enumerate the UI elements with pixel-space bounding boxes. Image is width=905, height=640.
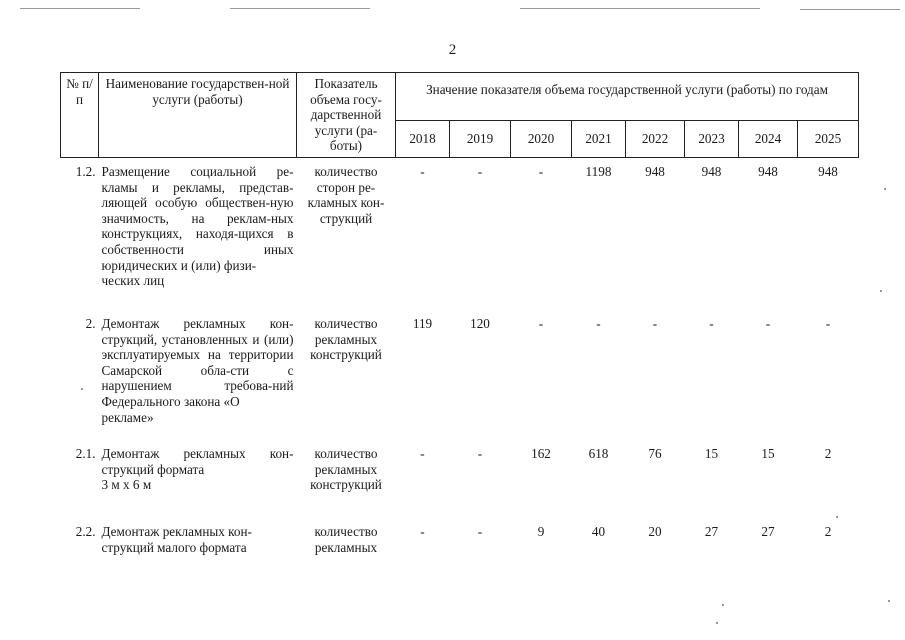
row-value: 1198 [585, 163, 612, 179]
header-year: 2020 [511, 120, 572, 157]
row-name [99, 304, 297, 434]
row-num: 2.2. [75, 523, 96, 539]
row-value: - [477, 163, 483, 179]
row-num: 2.1. [75, 445, 96, 461]
row-name [99, 514, 297, 555]
row-value: 162 [531, 445, 551, 461]
row-name-text: Демонтаж рекламных кон- [101, 523, 252, 539]
header-year: 2022 [626, 120, 685, 157]
header-values-group: Значение показателя объема государственной услуги (работы) по годам [396, 73, 859, 121]
row-indicator: количество рекламных конструкций [310, 315, 382, 363]
row-value: - [596, 315, 601, 331]
scan-edge-line [800, 9, 900, 10]
scan-edge-line [20, 8, 140, 9]
row-value: - [477, 445, 483, 461]
row-num: 2. [85, 315, 96, 331]
row-value: 120 [470, 315, 490, 331]
table-header [61, 73, 859, 158]
row-name-last-line: ческих лиц [101, 273, 165, 289]
scan-speck [836, 516, 838, 518]
row-num: 1.2. [75, 163, 96, 179]
row-value: - [709, 315, 714, 331]
row-value: - [420, 445, 425, 461]
table-row [61, 514, 859, 555]
row-value: 948 [645, 163, 665, 179]
row-value: - [538, 315, 544, 331]
row-indicator: количество рекламных [314, 523, 378, 555]
services-table [60, 72, 859, 555]
row-name-last-line: струкций малого формата [101, 539, 247, 555]
scan-edge-line [520, 8, 760, 9]
row-value: 948 [758, 163, 778, 179]
row-name [99, 434, 297, 514]
header-year: 2018 [396, 120, 450, 157]
row-value: 15 [761, 445, 775, 461]
row-value: - [825, 315, 831, 331]
scan-edge-line [230, 8, 370, 9]
row-name-last-line: 3 м х 6 м [101, 477, 152, 493]
header-year: 2019 [450, 120, 511, 157]
page-number: 2 [448, 42, 457, 58]
row-indicator: количество рекламных конструкций [310, 445, 382, 493]
row-value: - [765, 315, 771, 331]
row-value: 948 [818, 163, 838, 179]
header-year: 2025 [798, 120, 859, 157]
row-value: - [420, 523, 425, 539]
row-value: 20 [648, 523, 662, 539]
row-indicator: количество сторон ре-кламных кон-струкций [307, 163, 385, 226]
scan-speck [880, 290, 882, 292]
row-name-text: Демонтаж рекламных кон-струкций формата [101, 445, 294, 477]
header-name: Наименование государствен-ной услуги (работы) [99, 73, 297, 158]
header-year: 2021 [572, 120, 626, 157]
row-value: 948 [701, 163, 722, 179]
table-row [61, 304, 859, 434]
scan-speck [884, 188, 886, 190]
row-name-text: Размещение социальной ре-кламы и рекламы, представ-ляющей особую обществен-ную значимость, на реклам-ных конструкциях, находя-щихся в собственности иных юридических и (или) физи- [101, 163, 294, 273]
scan-speck [722, 604, 724, 606]
scan-speck [81, 388, 83, 390]
row-value: 27 [704, 523, 719, 539]
row-value: - [477, 523, 483, 539]
row-value: - [538, 163, 544, 179]
row-value: 40 [591, 523, 606, 539]
row-value: 2 [824, 445, 832, 461]
row-value: 119 [412, 315, 433, 331]
row-name-last-line: рекламе» [101, 409, 154, 425]
scan-speck [888, 600, 890, 602]
table-row [61, 157, 859, 304]
row-value: 76 [648, 445, 662, 461]
row-value: 27 [761, 523, 775, 539]
row-value: - [652, 315, 658, 331]
table-row [61, 434, 859, 514]
row-value: 15 [704, 445, 719, 461]
row-value: 2 [824, 523, 832, 539]
header-indicator: Показатель объема госу-дарственной услуги (ра-боты) [297, 73, 396, 158]
scan-speck [716, 622, 718, 624]
row-value: 618 [588, 445, 609, 461]
header-num: № п/п [61, 73, 99, 158]
header-year: 2023 [685, 120, 739, 157]
row-name [99, 157, 297, 304]
row-value: - [420, 163, 425, 179]
header-year: 2024 [739, 120, 798, 157]
row-value: 9 [537, 523, 545, 539]
row-name-text: Демонтаж рекламных кон-струкций, установленных и (или) эксплуатируемых на территории Самарской обла-сти с нарушением требова-ний Федерального закона «О [101, 315, 294, 409]
